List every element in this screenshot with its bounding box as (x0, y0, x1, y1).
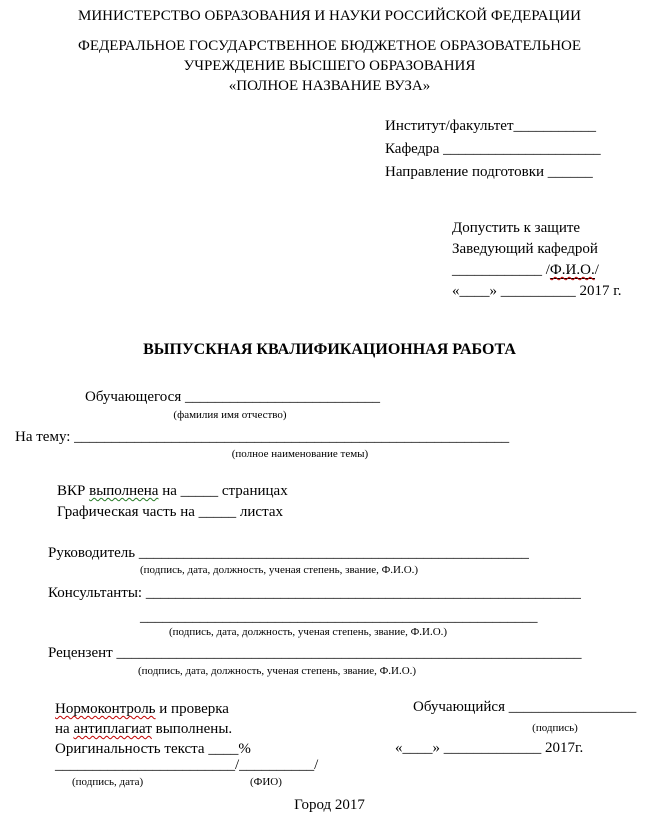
graphics-sheets-line: Графическая часть на _____ листах (57, 504, 283, 520)
consultants-label: Консультанты: (48, 585, 146, 601)
reviewer-blank: ______________________________________________________________ (116, 645, 582, 661)
student-signature-label: Обучающийся (413, 699, 509, 715)
consultants-blank-1: __________________________________________________________ (145, 585, 581, 601)
consultants-line (48, 585, 581, 602)
norm-control-line-1-rest: и проверка (155, 701, 229, 717)
topic-line (15, 429, 509, 446)
ministry-line: МИНИСТЕРСТВО ОБРАЗОВАНИЯ И НАУКИ РОССИЙСКОЙ ФЕДЕРАЦИИ (78, 8, 581, 24)
spell-flagged-antiplagiat: антиплагиат (73, 721, 152, 737)
supervisor-blank: ____________________________________________________ (138, 545, 529, 561)
supervisor-line (48, 545, 529, 562)
student-label: Обучающегося (85, 389, 185, 405)
reviewer-label: Рецензент (48, 645, 117, 661)
city-year-footer: Город 2017 (294, 797, 365, 813)
norm-control-line-1 (55, 699, 251, 719)
institute-field: Институт/факультет___________ (385, 118, 596, 134)
vkr-prefix: ВКР (57, 483, 90, 499)
norm-control-signature-line: ________________________/__________/ (55, 757, 319, 773)
topic-caption: (полное наименование темы) (231, 448, 369, 460)
approval-line-1: Допустить к защите (452, 220, 581, 236)
norm-control-block (55, 699, 251, 759)
consultants-blank-2: _____________________________________________________ (140, 609, 538, 625)
approval-signature-blank: ____________ / (452, 262, 550, 278)
consultants-caption: (подпись, дата, должность, ученая степень, звание, Ф.И.О.) (169, 626, 448, 638)
vkr-suffix: на _____ страницах (158, 483, 288, 499)
norm-control-line-2 (55, 719, 251, 739)
institution-block (0, 36, 659, 96)
vkr-pages-line (57, 481, 288, 502)
student-signature-blank: _________________ (508, 699, 637, 715)
spell-flagged-normcontrol: Нормоконтроль (55, 701, 156, 717)
supervisor-caption: (подпись, дата, должность, ученая степень, звание, Ф.И.О.) (140, 564, 419, 576)
norm-control-signature-caption: (подпись, дата) (72, 776, 144, 788)
approval-block (452, 218, 621, 302)
grammar-flagged-word: выполнена (89, 483, 159, 499)
student-signature-line (413, 699, 636, 716)
department-field: Кафедра _____________________ (385, 141, 601, 157)
institution-line-2: УЧРЕЖДЕНИЕ ВЫСШЕГО ОБРАЗОВАНИЯ (183, 58, 476, 74)
student-name-caption: (фамилия имя отчество) (173, 409, 287, 421)
university-name: «ПОЛНОЕ НАЗВАНИЕ ВУЗА» (228, 78, 431, 94)
approval-date-line: «____» __________ 2017 г. (452, 283, 622, 299)
norm-control-line-2-prefix: на (55, 721, 74, 737)
approval-line-2: Заведующий кафедрой (452, 241, 598, 257)
institution-line-1: ФЕДЕРАЛЬНОЕ ГОСУДАРСТВЕННОЕ БЮДЖЕТНОЕ ОБРАЗОВАТЕЛЬНОЕ (77, 38, 582, 54)
student-name-blank: __________________________ (184, 389, 380, 405)
work-info-block (57, 481, 288, 523)
approval-signature-line (452, 260, 621, 281)
norm-control-line-2-rest: выполнены. (151, 721, 233, 737)
student-signature-date-line: «____» _____________ 2017г. (395, 740, 584, 756)
document-header (0, 6, 659, 96)
topic-label: На тему: (15, 429, 75, 445)
spell-flagged-fio: Ф.И.О. (549, 262, 595, 278)
student-name-line (85, 389, 380, 406)
org-details-block (385, 115, 601, 184)
originality-line: Оригинальность текста ____% (55, 741, 251, 757)
supervisor-label: Руководитель (48, 545, 139, 561)
student-signature-caption: (подпись) (532, 722, 578, 734)
reviewer-caption: (подпись, дата, должность, ученая степень, звание, Ф.И.О.) (138, 665, 417, 677)
page-title: ВЫПУСКНАЯ КВАЛИФИКАЦИОННАЯ РАБОТА (143, 341, 516, 358)
norm-control-name-caption: (ФИО) (250, 776, 282, 788)
approval-fio-suffix: / (594, 262, 599, 278)
program-field: Направление подготовки ______ (385, 164, 593, 180)
topic-blank: __________________________________________________________ (74, 429, 510, 445)
reviewer-line (48, 645, 581, 662)
